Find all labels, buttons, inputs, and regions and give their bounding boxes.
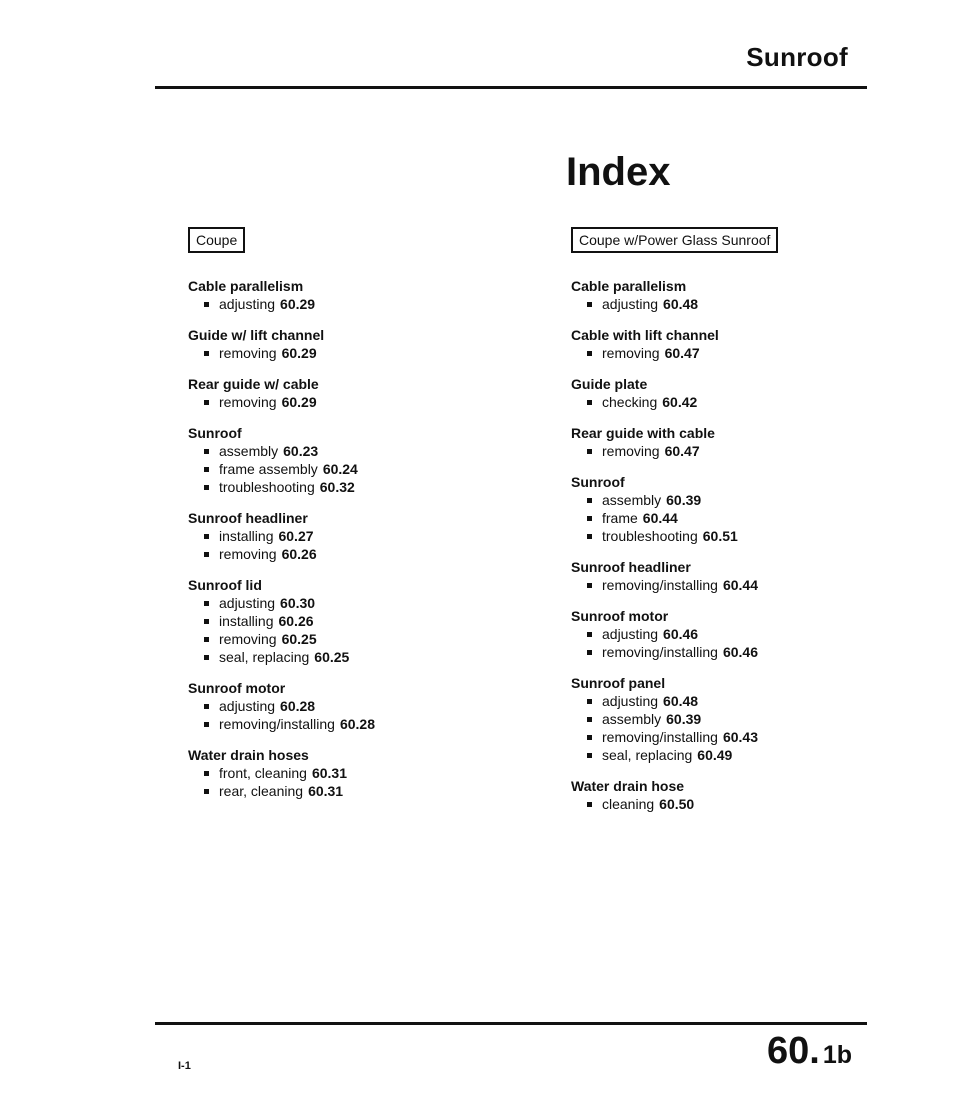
left-entry-list: [188, 277, 518, 800]
entry-subentry: [204, 697, 518, 715]
left-column: [188, 227, 518, 813]
bullet-icon: [204, 789, 209, 794]
entry-subentry-list: [188, 393, 518, 411]
subentry-text: adjusting: [602, 693, 659, 709]
page-reference: 60.28: [280, 698, 316, 714]
page-reference: 60.25: [314, 649, 350, 665]
entry-subentry: [204, 715, 518, 733]
bullet-icon: [204, 704, 209, 709]
page-reference: 60.39: [666, 492, 702, 508]
bullet-icon: [587, 351, 592, 356]
subentry-text: troubleshooting: [602, 528, 698, 544]
entry-subentry: [204, 460, 518, 478]
entry-subentry: [587, 442, 891, 460]
index-entry: [571, 558, 891, 594]
entry-heading: Sunroof motor: [188, 680, 286, 696]
page-number: [767, 1032, 852, 1070]
page-reference: 60.26: [278, 613, 314, 629]
page-reference: 60.27: [278, 528, 314, 544]
bullet-icon: [204, 722, 209, 727]
entry-subentry: [587, 509, 891, 527]
entry-heading: Rear guide w/ cable: [188, 376, 319, 392]
index-entry: [188, 576, 518, 666]
index-entry: [188, 509, 518, 563]
entry-subentry: [204, 527, 518, 545]
entry-subentry-list: [188, 442, 518, 496]
bullet-icon: [587, 802, 592, 807]
page-reference: 60.24: [322, 461, 358, 477]
page-number-main: 60.: [766, 1030, 820, 1072]
bullet-icon: [587, 699, 592, 704]
page-reference: 60.44: [722, 577, 758, 593]
entry-subentry: [587, 746, 891, 764]
entry-subentry: [587, 527, 891, 545]
page-reference: 60.29: [280, 296, 316, 312]
page-number-suffix: 1b: [822, 1041, 852, 1069]
bullet-icon: [587, 498, 592, 503]
page-reference: 60.43: [722, 729, 758, 745]
page-reference: 60.44: [642, 510, 678, 526]
entry-subentry: [204, 594, 518, 612]
subentry-text: removing/installing: [602, 577, 718, 593]
subentry-text: removing/installing: [602, 644, 718, 660]
subentry-text: front, cleaning: [219, 765, 307, 781]
entry-subentry: [204, 612, 518, 630]
page-reference: 60.25: [281, 631, 317, 647]
entry-heading: Sunroof headliner: [188, 510, 308, 526]
bullet-icon: [204, 771, 209, 776]
entry-subentry-list: [571, 344, 891, 362]
subentry-text: adjusting: [219, 595, 276, 611]
subentry-text: adjusting: [219, 698, 276, 714]
entry-subentry: [587, 728, 891, 746]
bullet-icon: [204, 449, 209, 454]
bullet-icon: [587, 516, 592, 521]
power-glass-sunroof-label: Coupe w/Power Glass Sunroof: [571, 227, 778, 253]
subentry-text: removing: [602, 345, 660, 361]
subentry-text: assembly: [602, 711, 662, 727]
subentry-text: checking: [602, 394, 658, 410]
page-reference: 60.31: [308, 783, 344, 799]
entry-subentry: [204, 630, 518, 648]
entry-subentry-list: [571, 795, 891, 813]
index-entry: [571, 607, 891, 661]
entry-heading: Rear guide with cable: [571, 425, 715, 441]
subentry-text: adjusting: [602, 296, 659, 312]
index-entry: [188, 679, 518, 733]
bullet-icon: [587, 400, 592, 405]
entry-subentry-list: [188, 697, 518, 733]
subentry-text: adjusting: [602, 626, 659, 642]
subentry-text: removing: [602, 443, 660, 459]
index-entry: [571, 375, 891, 411]
page-reference: 60.46: [663, 626, 699, 642]
entry-subentry: [587, 295, 891, 313]
subentry-text: assembly: [602, 492, 662, 508]
bullet-icon: [204, 467, 209, 472]
bullet-icon: [204, 302, 209, 307]
entry-subentry: [204, 545, 518, 563]
entry-subentry: [587, 344, 891, 362]
entry-subentry: [587, 576, 891, 594]
subentry-text: removing/installing: [219, 716, 335, 732]
entry-subentry: [587, 692, 891, 710]
right-entry-list: [571, 277, 891, 813]
page-reference: 60.26: [281, 546, 317, 562]
entry-subentry: [204, 442, 518, 460]
subentry-text: frame: [602, 510, 638, 526]
entry-subentry: [204, 344, 518, 362]
bullet-icon: [587, 632, 592, 637]
page-reference: 60.29: [281, 394, 317, 410]
entry-subentry-list: [571, 576, 891, 594]
subentry-text: removing: [219, 546, 277, 562]
subentry-text: removing/installing: [602, 729, 718, 745]
page-reference: 60.48: [663, 296, 699, 312]
bullet-icon: [587, 735, 592, 740]
page-reference: 60.50: [659, 796, 695, 812]
subentry-text: seal, replacing: [219, 649, 310, 665]
entry-subentry: [587, 491, 891, 509]
index-entry: [188, 746, 518, 800]
page-reference: 60.49: [697, 747, 733, 763]
subentry-text: removing: [219, 394, 277, 410]
coupe-label: Coupe: [188, 227, 245, 253]
page-reference: 60.30: [280, 595, 316, 611]
entry-subentry-list: [188, 764, 518, 800]
entry-heading: Sunroof: [188, 425, 242, 441]
bullet-icon: [204, 637, 209, 642]
page-reference: 60.32: [319, 479, 355, 495]
entry-heading: Water drain hoses: [188, 747, 309, 763]
entry-subentry-list: [188, 344, 518, 362]
index-entry: [188, 375, 518, 411]
page-reference: 60.42: [662, 394, 698, 410]
header-title: Sunroof: [746, 42, 848, 72]
page-reference: 60.29: [281, 345, 317, 361]
entry-subentry: [587, 393, 891, 411]
entry-heading: Guide w/ lift channel: [188, 327, 325, 343]
index-title: Index: [566, 150, 671, 194]
entry-heading: Sunroof lid: [188, 577, 262, 593]
bullet-icon: [204, 351, 209, 356]
subentry-text: adjusting: [219, 296, 276, 312]
subentry-text: troubleshooting: [219, 479, 315, 495]
entry-subentry: [204, 478, 518, 496]
index-entry: [188, 424, 518, 496]
page-reference: 60.28: [339, 716, 375, 732]
entry-heading: Sunroof: [571, 474, 625, 490]
bullet-icon: [204, 534, 209, 539]
bullet-icon: [204, 619, 209, 624]
entry-subentry-list: [571, 692, 891, 764]
page-reference: 60.47: [664, 345, 700, 361]
header-rule: [155, 86, 867, 89]
bullet-icon: [204, 552, 209, 557]
entry-subentry: [587, 710, 891, 728]
entry-subentry: [587, 625, 891, 643]
subentry-text: removing: [219, 631, 277, 647]
subentry-text: installing: [219, 613, 274, 629]
page-reference: 60.23: [283, 443, 319, 459]
index-entry: [571, 674, 891, 764]
footer-rule: [155, 1022, 867, 1025]
bullet-icon: [587, 302, 592, 307]
right-column: [571, 227, 891, 826]
subentry-text: removing: [219, 345, 277, 361]
entry-subentry: [204, 782, 518, 800]
entry-heading: Sunroof headliner: [571, 559, 691, 575]
entry-subentry-list: [571, 491, 891, 545]
entry-heading: Sunroof motor: [571, 608, 669, 624]
entry-heading: Water drain hose: [571, 778, 685, 794]
entry-subentry: [204, 648, 518, 666]
bullet-icon: [587, 650, 592, 655]
page-reference: 60.39: [666, 711, 702, 727]
entry-heading: Cable parallelism: [188, 278, 304, 294]
bullet-icon: [587, 717, 592, 722]
subentry-text: rear, cleaning: [219, 783, 304, 799]
bullet-icon: [204, 655, 209, 660]
entry-subentry-list: [188, 594, 518, 666]
entry-heading: Sunroof panel: [571, 675, 666, 691]
entry-heading: Cable with lift channel: [571, 327, 719, 343]
page-reference: 60.46: [722, 644, 758, 660]
entry-heading: Guide plate: [571, 376, 648, 392]
bullet-icon: [587, 449, 592, 454]
subentry-text: frame assembly: [219, 461, 318, 477]
entry-subentry: [204, 295, 518, 313]
entry-subentry-list: [571, 393, 891, 411]
entry-subentry: [587, 643, 891, 661]
index-entry: [571, 424, 891, 460]
page-reference: 60.31: [311, 765, 347, 781]
page-reference: 60.48: [663, 693, 699, 709]
subentry-text: cleaning: [602, 796, 655, 812]
bullet-icon: [204, 485, 209, 490]
entry-heading: Cable parallelism: [571, 278, 687, 294]
page-reference: 60.51: [702, 528, 738, 544]
index-entry: [571, 777, 891, 813]
index-entry: [571, 326, 891, 362]
entry-subentry-list: [571, 625, 891, 661]
entry-subentry: [587, 795, 891, 813]
bullet-icon: [204, 601, 209, 606]
bullet-icon: [587, 583, 592, 588]
index-entry: [571, 277, 891, 313]
index-entry: [571, 473, 891, 545]
entry-subentry-list: [571, 295, 891, 313]
index-entry: [188, 326, 518, 362]
subentry-text: assembly: [219, 443, 279, 459]
bullet-icon: [587, 753, 592, 758]
entry-subentry: [204, 764, 518, 782]
page-reference: 60.47: [664, 443, 700, 459]
subentry-text: seal, replacing: [602, 747, 693, 763]
entry-subentry: [204, 393, 518, 411]
footer-page-code: I-1: [178, 1060, 191, 1072]
bullet-icon: [587, 534, 592, 539]
entry-subentry-list: [571, 442, 891, 460]
entry-subentry-list: [188, 527, 518, 563]
entry-subentry-list: [188, 295, 518, 313]
subentry-text: installing: [219, 528, 274, 544]
bullet-icon: [204, 400, 209, 405]
index-entry: [188, 277, 518, 313]
